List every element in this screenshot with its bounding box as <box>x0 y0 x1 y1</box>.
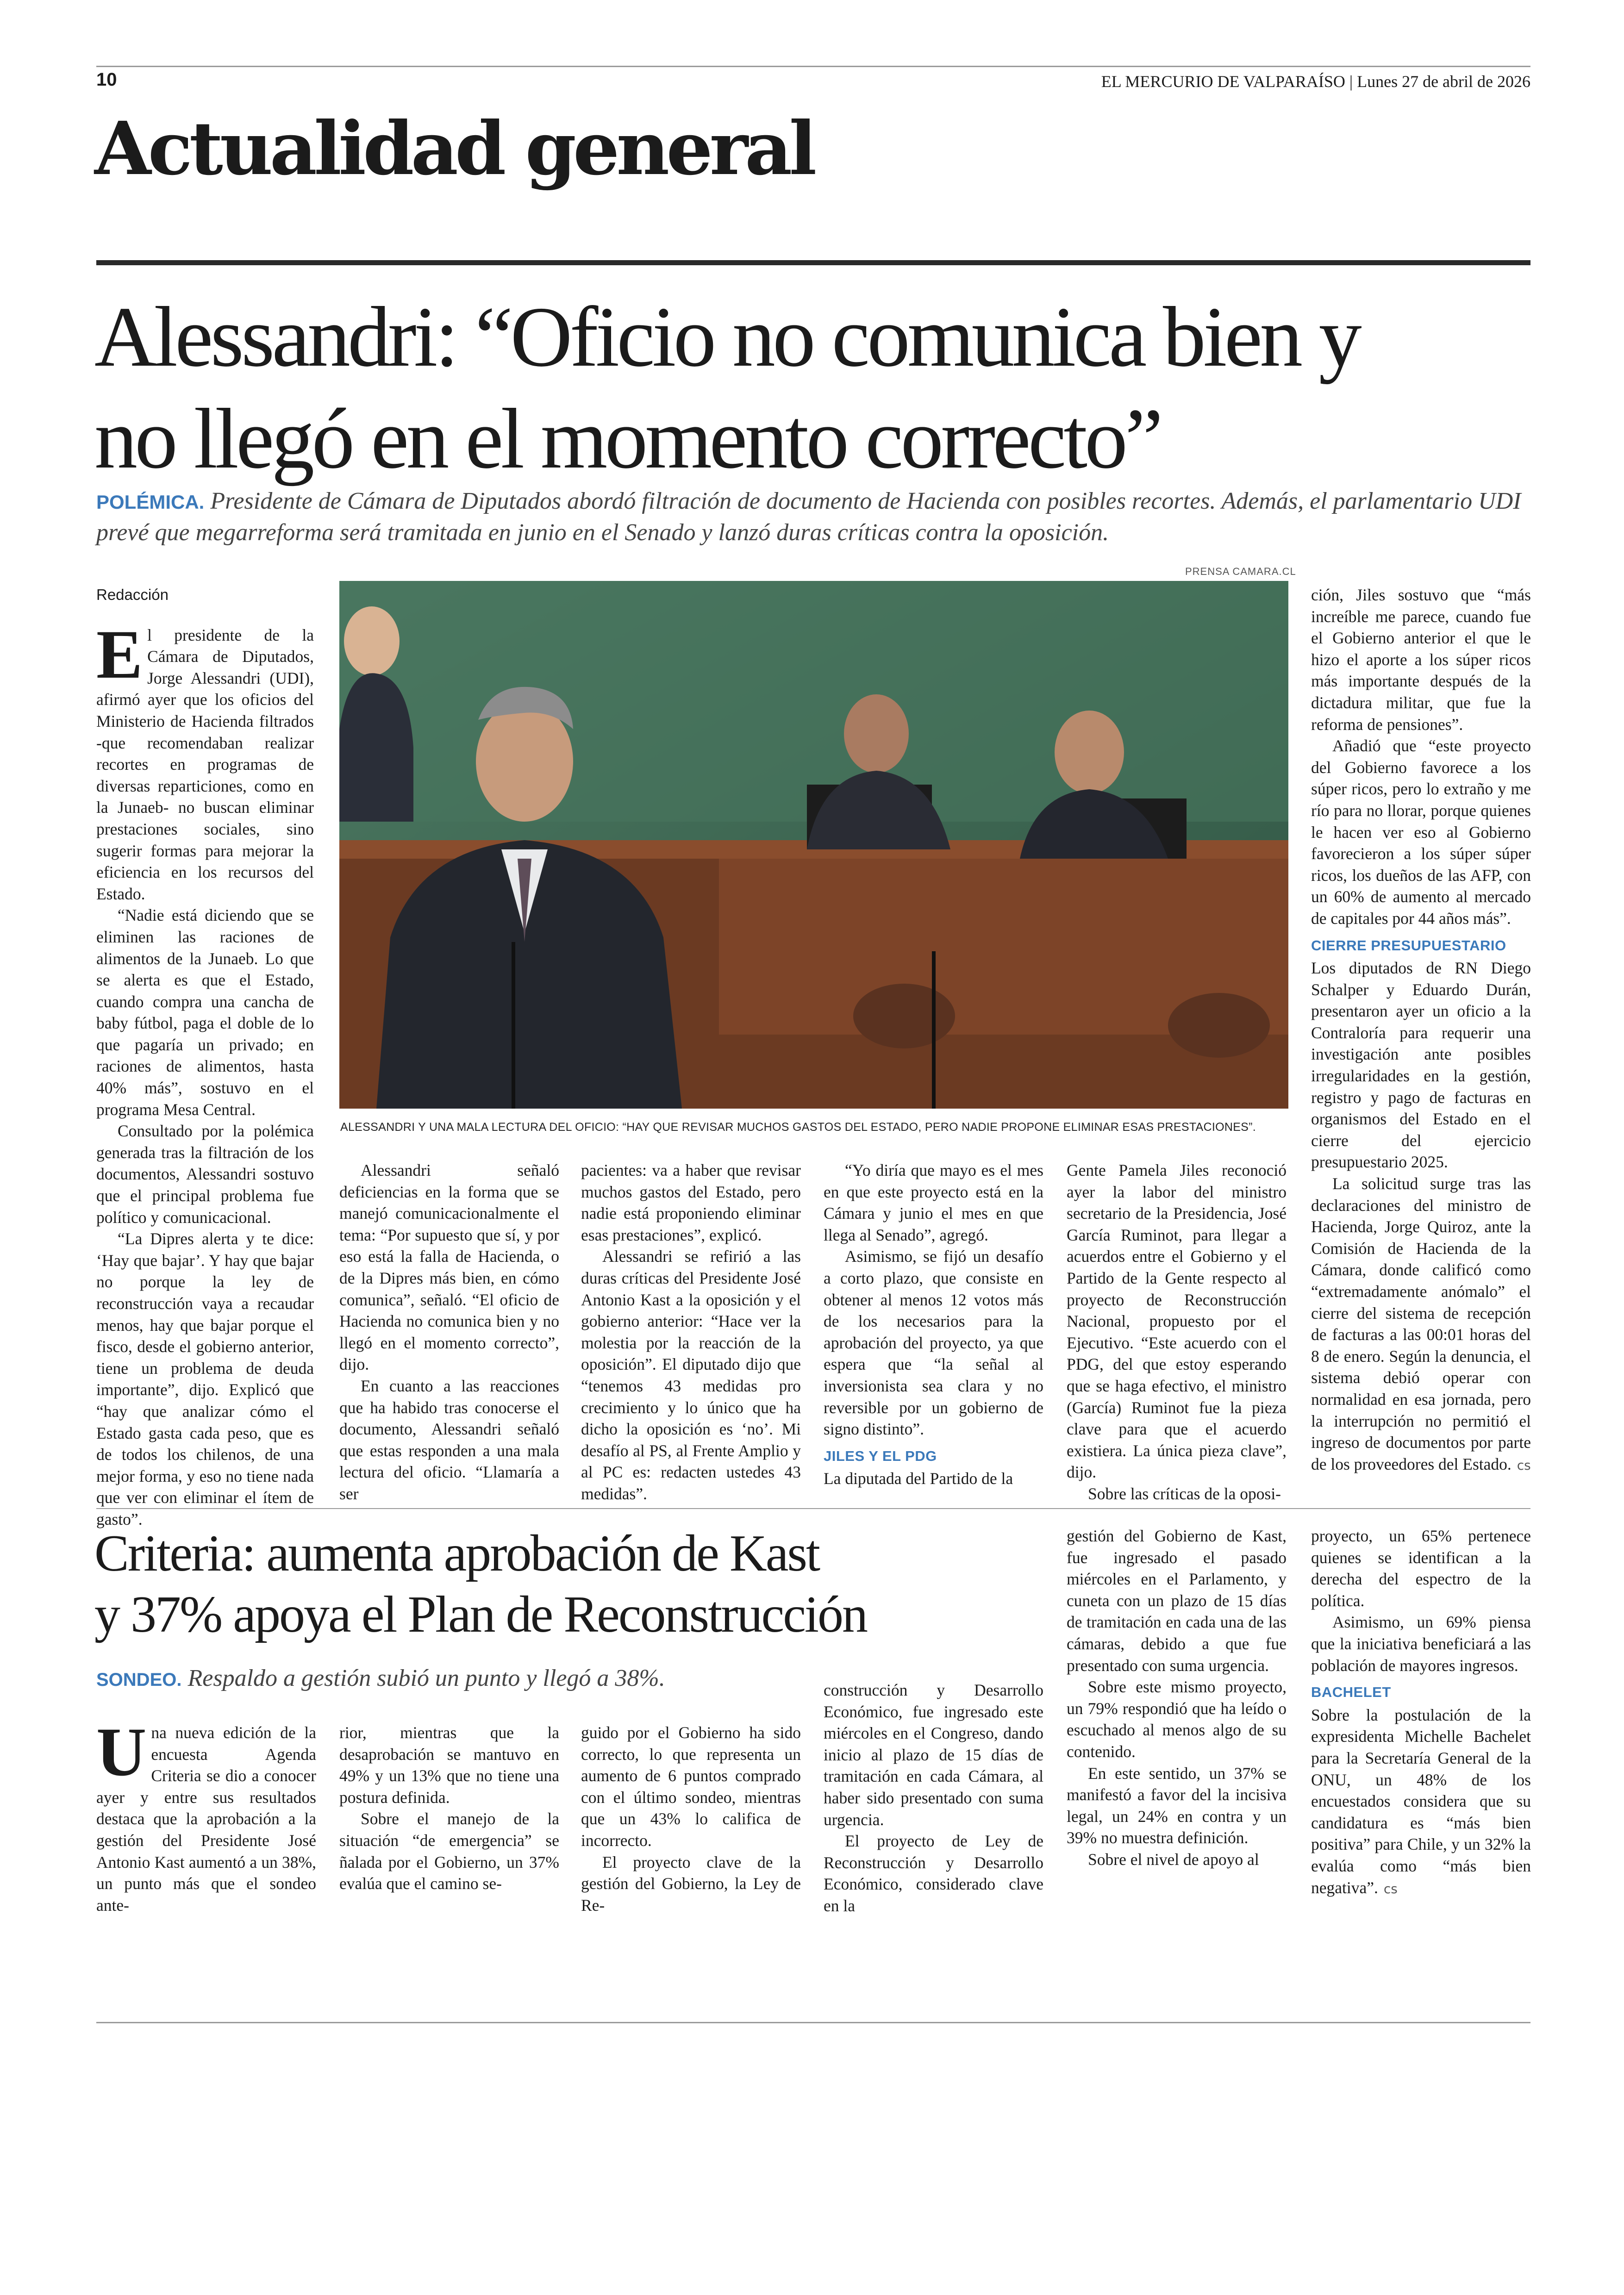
second-col5-p4: Sobre el nivel de apoyo al <box>1088 1850 1259 1869</box>
second-col6-p3-text: Sobre la postulación de la expresidenta Michelle Bachelet para la Secretaría General de la ONU, un 48% de los encuestados considera que su candidatura es “más bien positiva” para Chile, y un 32% la evalúa como “más bien negativa”. <box>1311 1705 1531 1897</box>
second-col6-subhead: BACHELET <box>1311 1684 1391 1701</box>
end-mark-icon: cs <box>1517 1457 1531 1473</box>
main-deck-text: Presidente de Cámara de Diputados abordó filtración de documento de Hacienda con posibles recortes. Además, el parlamentario UDI prevé que megarreforma será tramitada en junio en el Senado y lanzó duras críticas contra la oposición. <box>96 488 1521 546</box>
main-col3-p1: pacientes: va a haber que revisar muchos gastos del Estado, pero nadie está proponiendo eliminar esas prestaciones”, explicó. <box>581 1161 801 1244</box>
main-col5-p2: Sobre las críticas de la oposi- <box>1088 1484 1281 1503</box>
main-headline-line1: Alessandri: “Oficio no comunica bien y <box>94 289 1359 385</box>
photo-credit: PRENSA CAMARA.CL <box>1185 566 1296 577</box>
main-col1-p4: “La Dipres alerta y te dice: ‘Hay que bajar’. Y hay que bajar no porque la ley de reconstrucción vaya a recaudar menos, hay que bajar porque el fisco, desde el gobierno anterior, tiene un problema de deuda importante”, dijo. Explicó que “hay que analizar cómo el Estado gasta cada peso, que es de todos los chilenos, de una mejor forma, y eso no tiene nada que ver con eliminar el ítem de gasto”. <box>96 1229 314 1528</box>
second-column-6 <box>1311 1525 1531 1900</box>
second-col4-p1: construcción y Desarrollo Económico, fue ingresado este miércoles en el Congreso, dando inicio al plazo de 15 días de tramitación en cada Cámara, al haber sido presentado con suma urgencia. <box>824 1681 1043 1829</box>
second-headline-line1: Criteria: aumenta aprobación de Kast <box>94 1525 819 1582</box>
main-col1-p1-text: l presidente de la Cámara de Diputados, Jorge Alessandri (UDI), afirmó ayer que los oficios del Ministerio de Hacienda filtrados -que recomendaban realizar recortes en programas de diversas reparticiones, como en la Junaeb- no buscan eliminar prestaciones sociales, sino sugerir formas para mejorar la eficiencia en los recursos del Estado. <box>96 625 314 903</box>
second-column-1 <box>96 1714 316 1916</box>
main-column-1 <box>96 584 314 1530</box>
second-column-4 <box>824 1679 1043 1917</box>
main-headline-line2: no llegó en el momento correcto” <box>94 391 1161 486</box>
main-col6-p4 <box>1311 1173 1531 1476</box>
main-col4-p2: Asimismo, se fijó un desafío a corto plazo, que consiste en obtener al menos 12 votos más de los necesarios para la aprobación del proyecto, ya que espera que “la señal al inversionista sea clara y no reversible por un gobierno de signo distinto”. <box>824 1247 1043 1439</box>
main-col4-p1: “Yo diría que mayo es el mes en que este proyecto está en la Cámara y junio el mes en que llega al Senado”, agregó. <box>824 1161 1043 1244</box>
main-column-2 <box>339 1160 559 1505</box>
main-col5-p1: Gente Pamela Jiles reconoció ayer la labor del ministro secretario de la Presidencia, José García Ruminot, para llegar a acuerdos entre el Gobierno y el Partido de la Gente respecto al proyecto de Reconstrucción Nacional, propuesto por el Ejecutivo. “Este acuerdo con el PDG, del que estoy esperando que se haga efectivo, el ministro (García) Ruminot fue la pieza clave para que el acuerdo existiera. La única pieza clave”, dijo. <box>1067 1161 1287 1482</box>
main-kicker: POLÉMICA. <box>96 491 205 513</box>
top-rule <box>96 66 1530 67</box>
second-col3-p2: El proyecto clave de la gestión del Gobierno, la Ley de Re- <box>581 1852 801 1915</box>
second-col3-p1: guido por el Gobierno ha sido correcto, lo que representa un aumento de 6 puntos comprado con el último sondeo, mientras que un 43% lo califica de incorrecto. <box>581 1723 801 1850</box>
main-col6-subhead: CIERRE PRESUPUESTARIO <box>1311 937 1506 954</box>
second-deck <box>96 1664 883 1695</box>
second-headline <box>94 1523 1043 1645</box>
second-deck-text: Respaldo a gestión subió un punto y llegó a 38%. <box>187 1665 665 1691</box>
second-col4-p2: El proyecto de Ley de Reconstrucción y Desarrollo Económico, considerado clave en la <box>824 1832 1043 1915</box>
main-column-4 <box>824 1160 1043 1490</box>
main-col4-p3: La diputada del Partido de la <box>824 1469 1013 1488</box>
second-col6-p3 <box>1311 1704 1531 1900</box>
main-col6-p3: Los diputados de RN Diego Schalper y Eduardo Durán, presentaron ayer un oficio a la Contraloría para requerir una investigación ante posibles irregularidades en la gestión, registro y pago de facturas en organismos del Estado en el cierre del ejercicio presupuestario 2025. <box>1311 959 1531 1172</box>
main-col2-p2: En cuanto a las reacciones que ha habido tras conocerse el documento, Alessandri señaló que estas responden a una mala lectura del oficio. “Llamaría a ser <box>339 1376 559 1503</box>
main-col4-subhead: JILES Y EL PDG <box>824 1447 937 1464</box>
main-col6-p1: ción, Jiles sostuvo que “más increíble me parece, cuando fue el Gobierno anterior el que le hizo el aporte a los súper ricos más importante después de la dictadura militar, que fue la reforma de pensiones”. <box>1311 586 1531 734</box>
section-rule <box>96 260 1530 265</box>
second-col5-p3: En este sentido, un 37% se manifestó a favor del la incisiva legal, un 24% en contra y un 39% no muestra definición. <box>1067 1764 1287 1847</box>
photo-caption: ALESSANDRI Y UNA MALA LECTURA DEL OFICIO: “HAY QUE REVISAR MUCHOS GASTOS DEL ESTADO, PERO NADIE PROPONE ELIMINAR ESAS PRESTACIONES”. <box>340 1121 1256 1134</box>
header-separator: | <box>1349 72 1357 91</box>
second-column-5 <box>1067 1525 1287 1871</box>
second-col1-p1 <box>96 1714 316 1916</box>
bottom-rule <box>96 2022 1530 2023</box>
byline: Redacción <box>96 586 169 603</box>
second-col2-p1: rior, mientras que la desaprobación se mantuvo en 49% y un 13% que no tiene una postura definida. <box>339 1723 559 1807</box>
publication-date: Lunes 27 de abril de 2026 <box>1357 72 1530 91</box>
main-col1-p2: “Nadie está diciendo que se eliminen las raciones de alimentos de la Junaeb. Lo que se alerta es que el Estado, cuando compra una cancha de baby fútbol, paga el doble de lo que pagaría un privado; en raciones de alimentos, hasta 40% más”, sostuvo en el programa Mesa Central. <box>96 906 314 1119</box>
article-divider <box>96 1508 1530 1509</box>
publication-name: EL MERCURIO DE VALPARAÍSO <box>1101 72 1345 91</box>
second-column-2 <box>339 1722 559 1895</box>
main-headline <box>94 286 1539 490</box>
second-col6-p2: Asimismo, un 69% piensa que la iniciativa beneficiará a las población de mayores ingresos. <box>1311 1613 1531 1675</box>
main-column-5 <box>1067 1160 1287 1505</box>
second-col6-p1: proyecto, un 65% pertenece quienes se identifican a la derecha del espectro de la política. <box>1311 1527 1531 1610</box>
main-col1-p3: Consultado por la polémica generada tras la filtración de los documentos, Alessandri sostuvo que el principal problema fue político y comunicacional. <box>96 1122 314 1227</box>
second-col1-p1-text: na nueva edición de la encuesta Agenda Criteria se dio a conocer ayer y entre sus resultados destaca que la aprobación a la gestión del Presidente José Antonio Kast aumentó a un 38%, un punto más que el sondeo ante- <box>96 1723 316 1915</box>
main-col1-p1 <box>96 616 314 905</box>
second-dropcap: U <box>96 1714 147 1790</box>
main-col6-p2: Añadió que “este proyecto del Gobierno favorece a los súper ricos, pero lo extraño y me río para no llorar, porque quienes le hacen ver eso al Gobierno favorecieron a los súper súper ricos, los dueños de las AFP, con un 60% de aumento al mercado de capitales por 44 años más”. <box>1311 736 1531 928</box>
main-col6-p4-text: La solicitud surge tras las declaraciones del ministro de Hacienda, Jorge Quiroz, ante la Comisión de Hacienda de la Cámara, donde calificó como “extremadamente anómalo” el cierre del sistema de recepción de facturas a las 00:01 horas del 8 de enero. Según la denuncia, el sistema debió operar con normalidad en esa jornada, pero la interrupción no permitió el ingreso de documentos por parte de los proveedores del Estado. <box>1311 1174 1531 1473</box>
second-headline-line2: y 37% apoya el Plan de Reconstrucción <box>94 1586 867 1643</box>
main-photo <box>339 581 1288 1109</box>
end-mark-icon: cs <box>1383 1881 1398 1896</box>
second-kicker: SONDEO. <box>96 1670 182 1690</box>
main-deck <box>96 486 1531 548</box>
section-title: Actualidad general <box>94 106 814 192</box>
main-dropcap: E <box>96 616 143 693</box>
second-col5-p1: gestión del Gobierno de Kast, fue ingresado el pasado miércoles en el Parlamento, y cuneta con un plazo de 15 días de tramitación en cada una de las cámaras, debido a que fue presentado con suma urgencia. <box>1067 1527 1287 1675</box>
page-number: 10 <box>96 69 117 90</box>
main-col2-p1: Alessandri señaló deficiencias en la forma que se manejó comunicacionalmente el tema: “Por supuesto que sí, y por eso está la falla de Hacienda, o de la Dipres más bien, en cómo comunica”, señaló. “El oficio de Hacienda no comunica bien y no llegó en el momento correcto”, dijo. <box>339 1161 559 1374</box>
main-col3-p2: Alessandri se refirió a las duras críticas del Presidente José Antonio Kast a la oposición y el gobierno anterior: “Hace ver la molestia por la reacción de la oposición”. El diputado dijo que “tenemos 43 medidas pro crecimiento y lo único que ha dicho la oposición es ‘no’. Mi desafío al PS, al Frente Amplio y al PC es: redacten ustedes 43 medidas”. <box>581 1247 801 1503</box>
main-column-6 <box>1311 584 1531 1476</box>
second-col2-p2: Sobre el manejo de la situación “de emergencia” se ñalada por el Gobierno, un 37% evalúa que el camino se- <box>339 1809 559 1893</box>
photo-illustration <box>339 581 1288 1109</box>
main-column-3 <box>581 1160 801 1505</box>
second-column-3 <box>581 1722 801 1916</box>
second-col5-p2: Sobre este mismo proyecto, un 79% respondió que ha leído o escuchado al menos algo de su contenido. <box>1067 1678 1287 1761</box>
publication-line <box>1101 72 1530 91</box>
